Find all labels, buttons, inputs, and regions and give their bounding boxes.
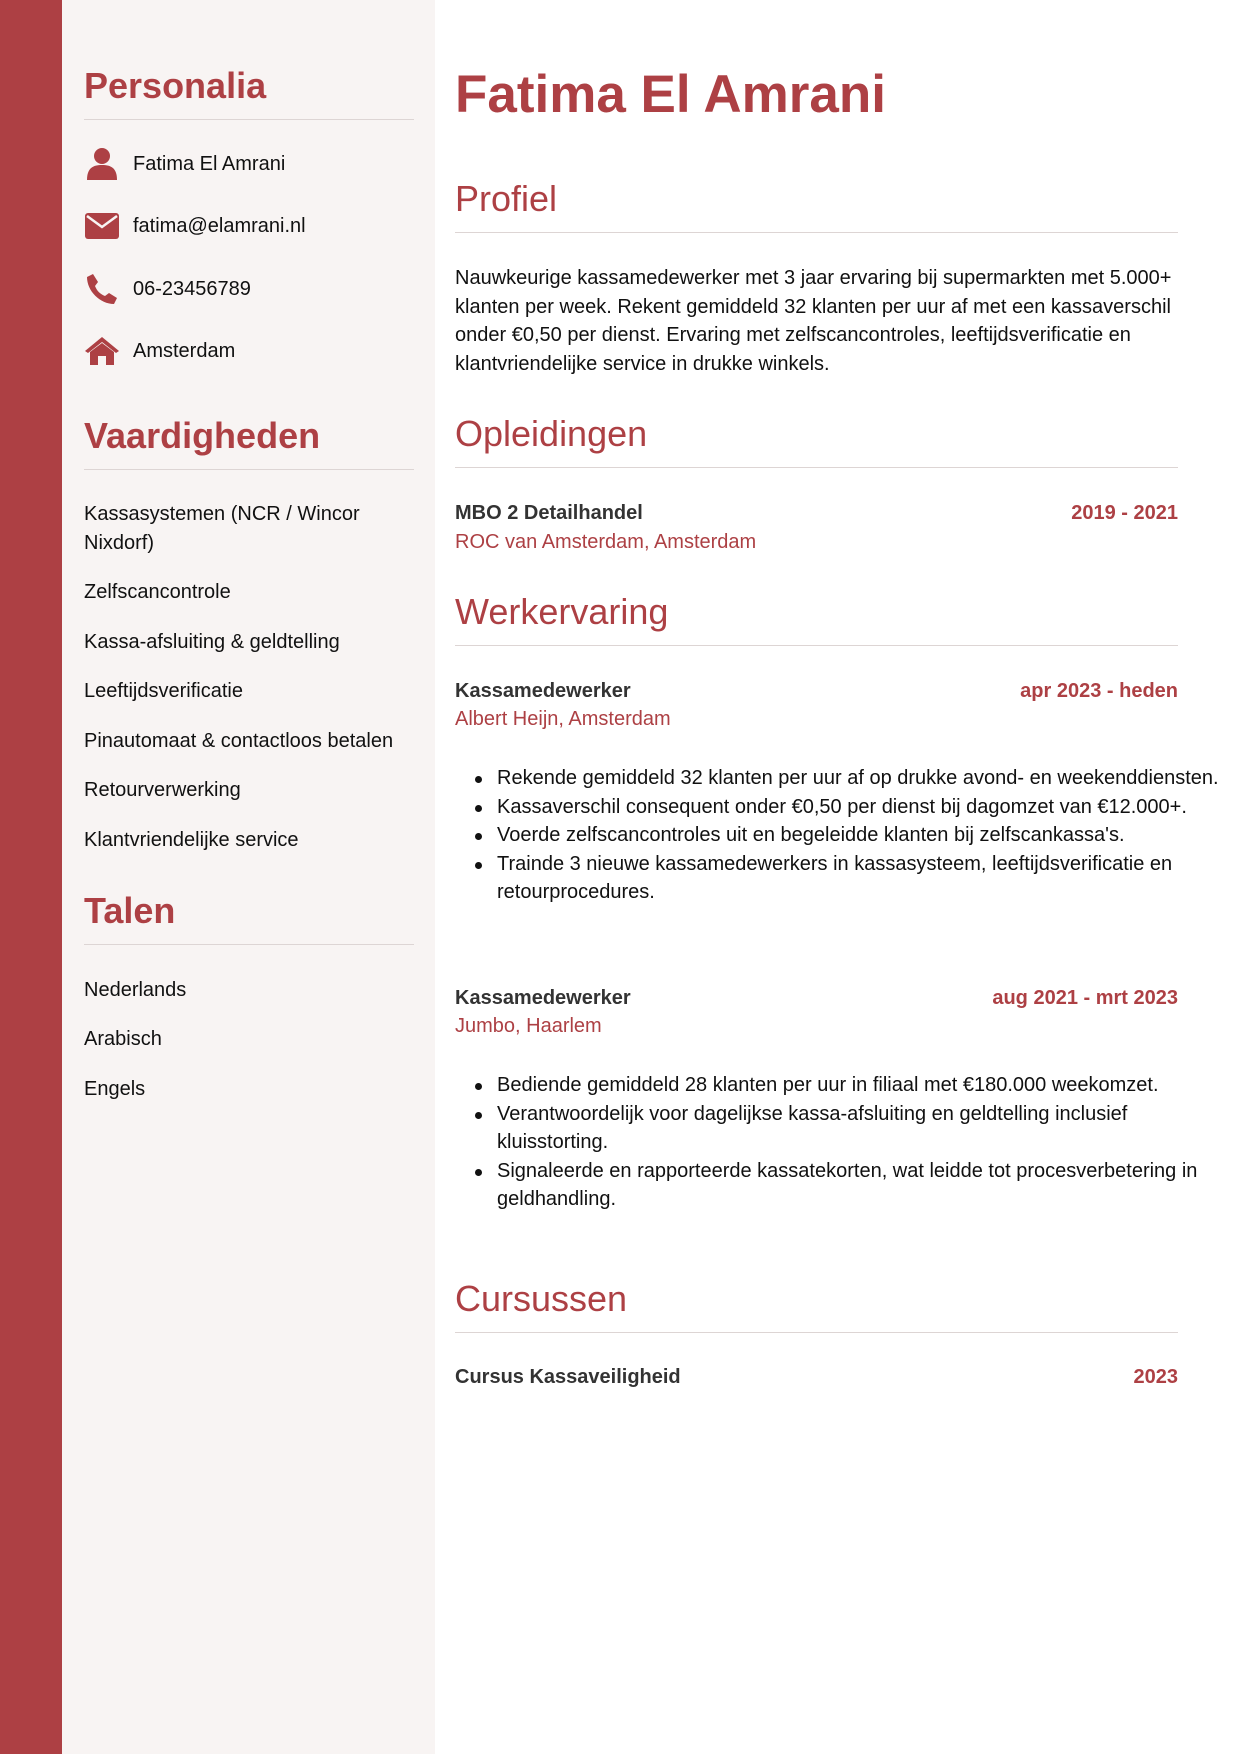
language-item: Arabisch xyxy=(84,1028,162,1050)
job-employer: Jumbo, Haarlem xyxy=(455,1015,602,1037)
contact-name: Fatima El Amrani xyxy=(133,152,286,175)
skill-item: Leeftijdsverificatie xyxy=(84,680,243,702)
skills-title: Vaardigheden xyxy=(84,418,414,470)
personalia-section xyxy=(84,65,414,120)
contact-phone-row xyxy=(84,271,251,307)
job-date: aug 2021 - mrt 2023 xyxy=(992,987,1178,1009)
job-title: Kassamedewerker xyxy=(455,987,631,1009)
main-content xyxy=(455,0,1219,1754)
personalia-title: Personalia xyxy=(84,68,414,120)
contact-city: Amsterdam xyxy=(133,339,236,362)
course-date: 2023 xyxy=(1133,1366,1178,1388)
contact-email[interactable]: fatima@elamrani.nl xyxy=(133,214,306,237)
candidate-name: Fatima El Amrani xyxy=(455,65,886,124)
education-school: ROC van Amsterdam, Amsterdam xyxy=(455,531,757,553)
envelope-icon xyxy=(84,208,120,244)
job-bullets xyxy=(455,1071,1220,1214)
languages-list xyxy=(84,976,414,1106)
job-date: apr 2023 - heden xyxy=(1020,680,1178,702)
bullet-item: Rekende gemiddeld 32 klanten per uur af op drukke avond- en weekenddiensten. xyxy=(497,764,1220,793)
profile-title: Profiel xyxy=(455,181,1178,233)
languages-title: Talen xyxy=(84,893,414,945)
contact-name-row xyxy=(84,146,286,182)
bullet-item: Voerde zelfscancontroles uit en begeleidde klanten bij zelfscankassa's. xyxy=(497,821,1220,850)
skills-section xyxy=(84,415,414,470)
accent-bar xyxy=(0,0,62,1754)
contact-email-row xyxy=(84,208,306,244)
language-item: Engels xyxy=(84,1078,146,1100)
work-title: Werkervaring xyxy=(455,594,1178,646)
home-icon xyxy=(84,333,120,369)
bullet-item: Trainde 3 nieuwe kassamedewerkers in kassasysteem, leeftijdsverificatie en retourprocedures. xyxy=(497,850,1220,907)
phone-icon xyxy=(84,271,120,307)
language-item: Nederlands xyxy=(84,979,187,1001)
skill-item: Pinautomaat & contactloos betalen xyxy=(84,730,394,752)
bullet-item: Kassaverschil consequent onder €0,50 per dienst bij dagomzet van €12.000+. xyxy=(497,793,1220,822)
contact-phone[interactable]: 06-23456789 xyxy=(133,277,251,300)
education-title: Opleidingen xyxy=(455,416,1178,468)
contact-city-row xyxy=(84,333,236,369)
education-date: 2019 - 2021 xyxy=(1071,502,1178,524)
contact-list xyxy=(84,146,414,366)
job-title: Kassamedewerker xyxy=(455,680,631,702)
skill-item: Klantvriendelijke service xyxy=(84,829,299,851)
job-employer: Albert Heijn, Amsterdam xyxy=(455,708,671,730)
bullet-item: Verantwoordelijk voor dagelijkse kassa-afsluiting en geldtelling inclusief kluisstorting. xyxy=(497,1100,1220,1157)
profile-text: Nauwkeurige kassamedewerker met 3 jaar ervaring bij supermarkten met 5.000+ klanten per week. Rekent gemiddeld 32 klanten per uur af met een kassaverschil onder €0,50 per dienst. Ervaring met zelfscancontroles, leeftijdsverificatie en klantvriendelijke service in drukke winkels. xyxy=(455,267,1172,375)
bullet-item: Bediende gemiddeld 28 klanten per uur in filiaal met €180.000 weekomzet. xyxy=(497,1071,1220,1100)
skill-item: Kassasystemen (NCR / Wincor Nixdorf) xyxy=(84,503,360,554)
education-degree: MBO 2 Detailhandel xyxy=(455,502,643,524)
job-bullets xyxy=(455,764,1220,907)
course-name: Cursus Kassaveiligheid xyxy=(455,1366,681,1388)
user-icon xyxy=(84,146,120,182)
skill-item: Kassa-afsluiting & geldtelling xyxy=(84,631,340,653)
skills-list xyxy=(84,500,414,860)
skill-item: Zelfscancontrole xyxy=(84,581,231,603)
languages-section xyxy=(84,890,414,945)
courses-title: Cursussen xyxy=(455,1281,1178,1333)
skill-item: Retourverwerking xyxy=(84,779,241,801)
bullet-item: Signaleerde en rapporteerde kassatekorten, wat leidde tot procesverbetering in geldhandling. xyxy=(497,1157,1220,1214)
